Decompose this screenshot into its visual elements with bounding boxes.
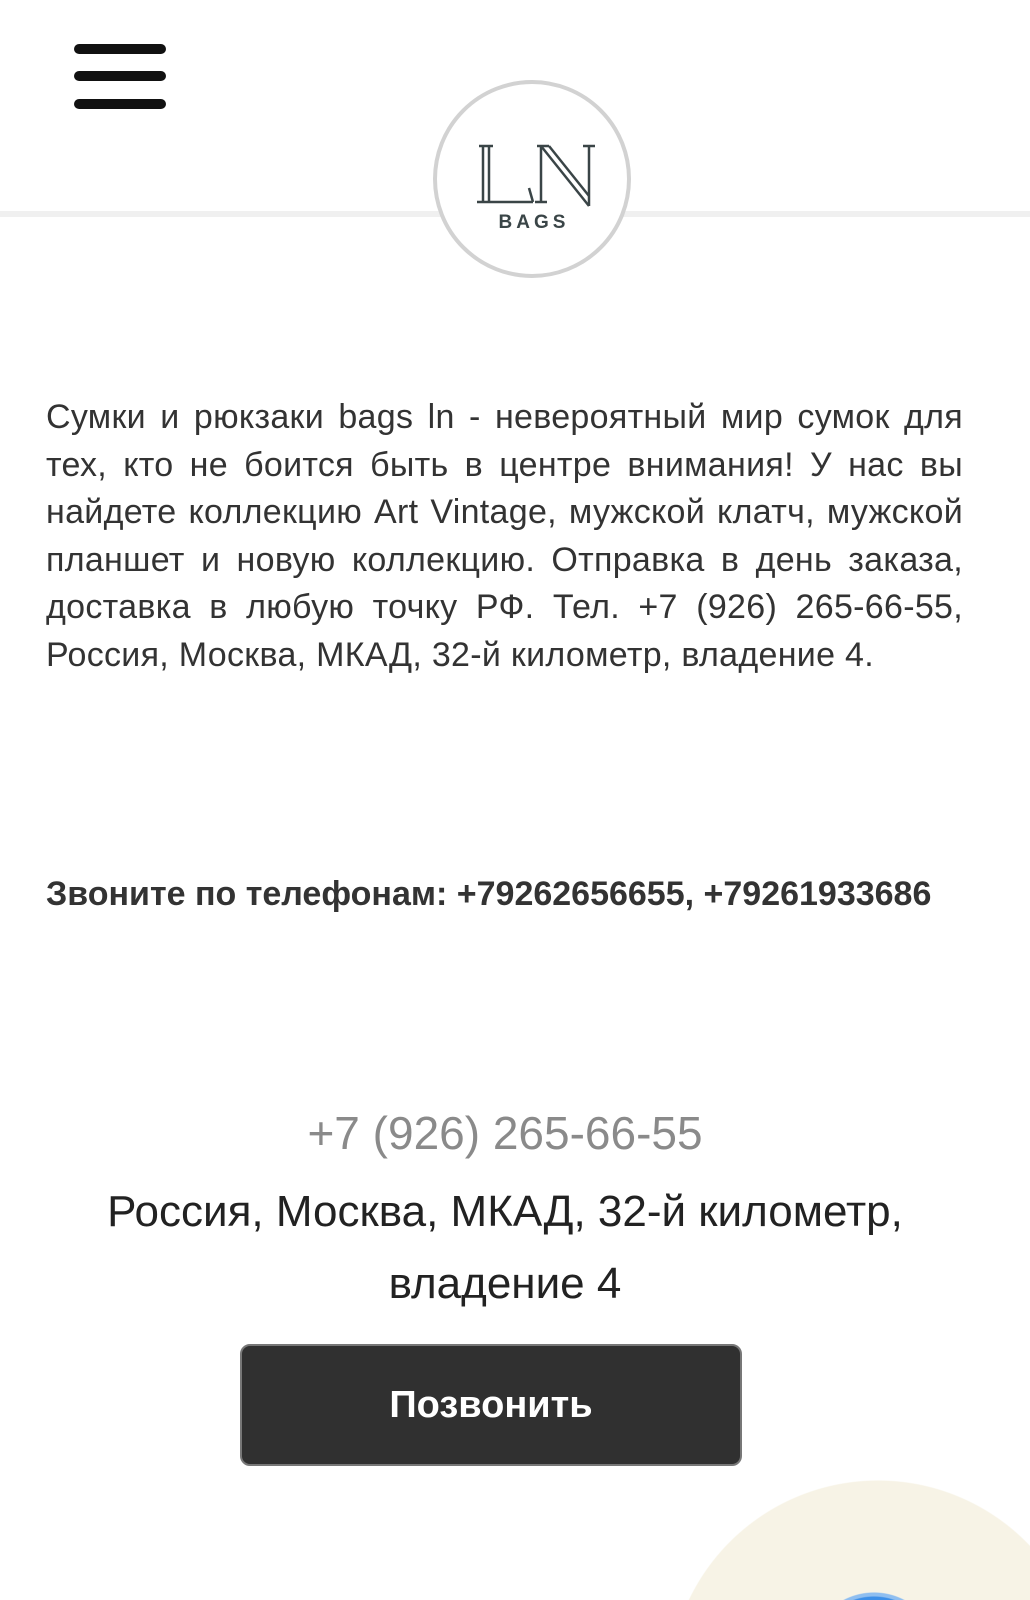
store-description: Сумки и рюкзаки bags ln - невероятный мир сумок для тех, кто не боится быть в центре внимания! У нас вы найдете коллекцию Art Vintage, мужской клатч, мужской планшет и новую коллекцию. Отправка в день заказа, доставка в любую точку РФ. Тел. +7 (926) 265-66-55, Россия, Москва, МКАД, 32-й километр, владение 4.: [46, 398, 963, 674]
svg-text:BAGS: BAGS: [498, 212, 570, 233]
phones-text: Звоните по телефонам: +79262656655, +79261933686: [46, 875, 932, 913]
contact-phone-link[interactable]: +7 (926) 265-66-55: [307, 1107, 703, 1159]
chat-widget-button[interactable]: [808, 1592, 940, 1600]
contact-address: Россия, Москва, МКАД, 32-й километр, владение 4: [107, 1187, 903, 1308]
call-button[interactable]: Позвонить: [240, 1344, 742, 1466]
chat-widget-backdrop: [668, 1480, 1030, 1600]
logo[interactable]: [433, 80, 631, 278]
ln-bags-logo-icon: [437, 84, 627, 274]
hamburger-menu-icon[interactable]: [74, 44, 166, 110]
